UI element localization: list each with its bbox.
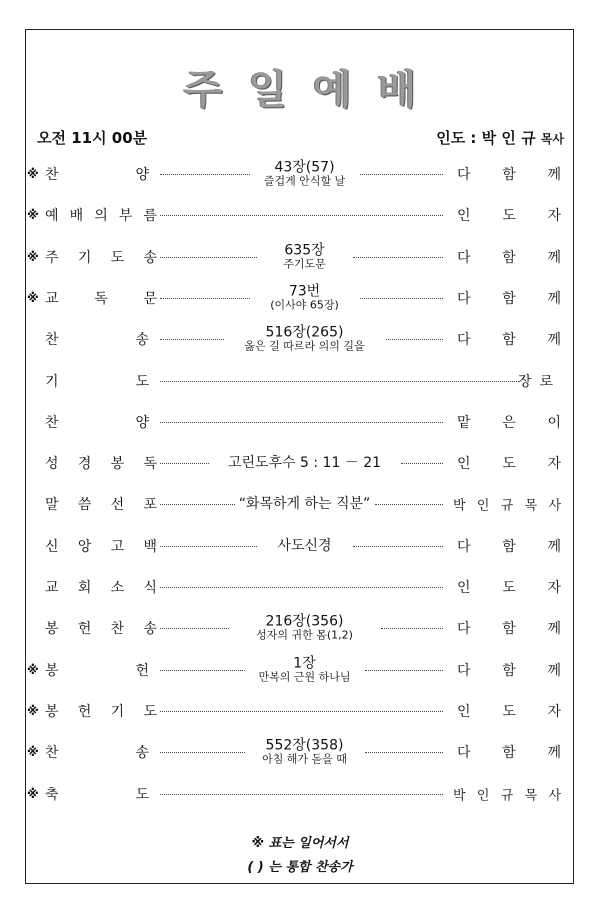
item-sub-text: 아침 해가 돋을 때 bbox=[262, 752, 347, 766]
item-detail bbox=[167, 242, 442, 271]
leader-dots bbox=[160, 587, 443, 588]
program-item bbox=[27, 240, 573, 274]
standing-mark: ※ bbox=[27, 662, 39, 677]
item-responsible: 박 인 규 목 사 bbox=[453, 498, 561, 514]
item-main-text: 216장(356) bbox=[265, 613, 344, 630]
footer-note-standing: ※ 표는 일어서서 bbox=[251, 836, 349, 851]
item-name: 봉 헌 bbox=[45, 662, 149, 679]
item-main-text: 1장 bbox=[293, 655, 316, 672]
leader-dots bbox=[160, 711, 443, 712]
item-sub-text: 즐겁게 안식할 날 bbox=[263, 174, 346, 188]
program-item bbox=[27, 322, 573, 356]
item-name: 봉 헌 찬 송 bbox=[45, 621, 157, 638]
item-sub-text: 옳은 길 따르라 의의 길을 bbox=[244, 339, 365, 353]
program-item bbox=[27, 446, 573, 480]
item-sub-text: (이사야 65장) bbox=[270, 298, 339, 312]
item-name: 주 기 도 송 bbox=[45, 249, 157, 266]
item-name: 신 앙 고 백 bbox=[45, 538, 157, 555]
leader-dots bbox=[160, 794, 443, 795]
item-responsible: 장 로 bbox=[517, 373, 561, 390]
item-detail bbox=[167, 538, 442, 554]
item-responsible: 다 함 께 bbox=[457, 662, 561, 679]
item-main-text: 635장 bbox=[284, 242, 325, 259]
leader-dots bbox=[160, 215, 443, 216]
item-name: 봉 헌 기 도 bbox=[45, 703, 157, 720]
service-leader bbox=[436, 127, 564, 148]
leader-name: 인도 : 박 인 규 bbox=[436, 129, 536, 147]
program-item bbox=[27, 281, 573, 315]
program-item bbox=[27, 487, 573, 521]
item-name: 찬 송 bbox=[45, 745, 149, 762]
program-item bbox=[27, 611, 573, 645]
item-responsible: 인 도 자 bbox=[457, 580, 561, 596]
item-responsible: 다 함 께 bbox=[457, 538, 561, 555]
item-responsible: 다 함 께 bbox=[457, 621, 561, 638]
program-item bbox=[27, 364, 573, 398]
item-responsible: 다 함 께 bbox=[457, 167, 561, 183]
program-item bbox=[27, 735, 573, 769]
item-detail bbox=[167, 738, 442, 767]
item-detail bbox=[167, 325, 442, 354]
item-main-text: 43장(57) bbox=[274, 159, 335, 176]
item-detail bbox=[167, 160, 442, 189]
item-name: 말 씀 선 포 bbox=[45, 497, 157, 514]
standing-mark: ※ bbox=[27, 290, 39, 305]
program-item bbox=[27, 405, 573, 439]
leader-title: 목사 bbox=[540, 132, 564, 146]
item-detail bbox=[167, 496, 442, 512]
program-item bbox=[27, 198, 573, 232]
standing-mark: ※ bbox=[27, 249, 39, 264]
item-name: 교 독 문 bbox=[45, 290, 157, 307]
item-main-text: 516장(265) bbox=[265, 324, 344, 341]
leader-dots bbox=[160, 422, 443, 423]
item-responsible: 다 함 께 bbox=[457, 249, 561, 266]
item-responsible: 인 도 자 bbox=[457, 208, 561, 225]
item-responsible: 다 함 께 bbox=[457, 332, 561, 349]
footer-note-hymnal: ( ) 는 통합 찬송가 bbox=[247, 860, 353, 875]
standing-mark: ※ bbox=[27, 703, 39, 718]
item-detail bbox=[167, 614, 442, 643]
item-main-text: 552장(358) bbox=[265, 737, 344, 754]
program-item bbox=[27, 529, 573, 563]
item-name: 예 배 의 부 름 bbox=[45, 208, 157, 225]
item-detail bbox=[167, 455, 442, 471]
item-sub-text: 성자의 귀한 몸(1,2) bbox=[256, 629, 353, 643]
item-responsible: 다 함 께 bbox=[457, 290, 561, 307]
item-responsible: 인 도 자 bbox=[457, 703, 561, 720]
item-name: 찬 양 bbox=[45, 167, 149, 183]
standing-mark: ※ bbox=[27, 208, 39, 223]
item-name: 교 회 소 식 bbox=[45, 580, 157, 596]
item-main-text: 73번 bbox=[288, 283, 321, 300]
item-name: 찬 양 bbox=[45, 414, 149, 431]
item-main-text: “화목하게 하는 직분” bbox=[238, 496, 371, 513]
item-name: 성 경 봉 독 bbox=[45, 456, 157, 473]
service-time: 오전 11시 00분 bbox=[37, 129, 148, 147]
item-name: 찬 송 bbox=[45, 332, 149, 349]
standing-mark: ※ bbox=[27, 786, 39, 801]
item-sub-text: 주기도문 bbox=[283, 257, 326, 271]
program-item bbox=[27, 653, 573, 687]
item-responsible: 인 도 자 bbox=[457, 456, 561, 473]
item-detail bbox=[167, 655, 442, 684]
program-item bbox=[27, 570, 573, 604]
page-title: 주일예배 bbox=[183, 67, 443, 113]
program-item bbox=[27, 694, 573, 728]
standing-mark: ※ bbox=[27, 745, 39, 760]
item-sub-text: 만복의 근원 하나님 bbox=[258, 670, 351, 684]
item-name: 기 도 bbox=[45, 373, 149, 390]
item-responsible: 맡 은 이 bbox=[457, 414, 561, 431]
item-main-text: 사도신경 bbox=[277, 537, 332, 554]
item-detail bbox=[167, 284, 442, 313]
program-item bbox=[27, 157, 573, 191]
item-responsible: 다 함 께 bbox=[457, 745, 561, 762]
program-item bbox=[27, 777, 573, 811]
item-name: 축 도 bbox=[45, 786, 149, 803]
standing-mark: ※ bbox=[27, 167, 39, 181]
item-responsible: 박 인 규 목 사 bbox=[453, 788, 561, 803]
item-main-text: 고린도후수 5 : 11 － 21 bbox=[227, 455, 382, 472]
